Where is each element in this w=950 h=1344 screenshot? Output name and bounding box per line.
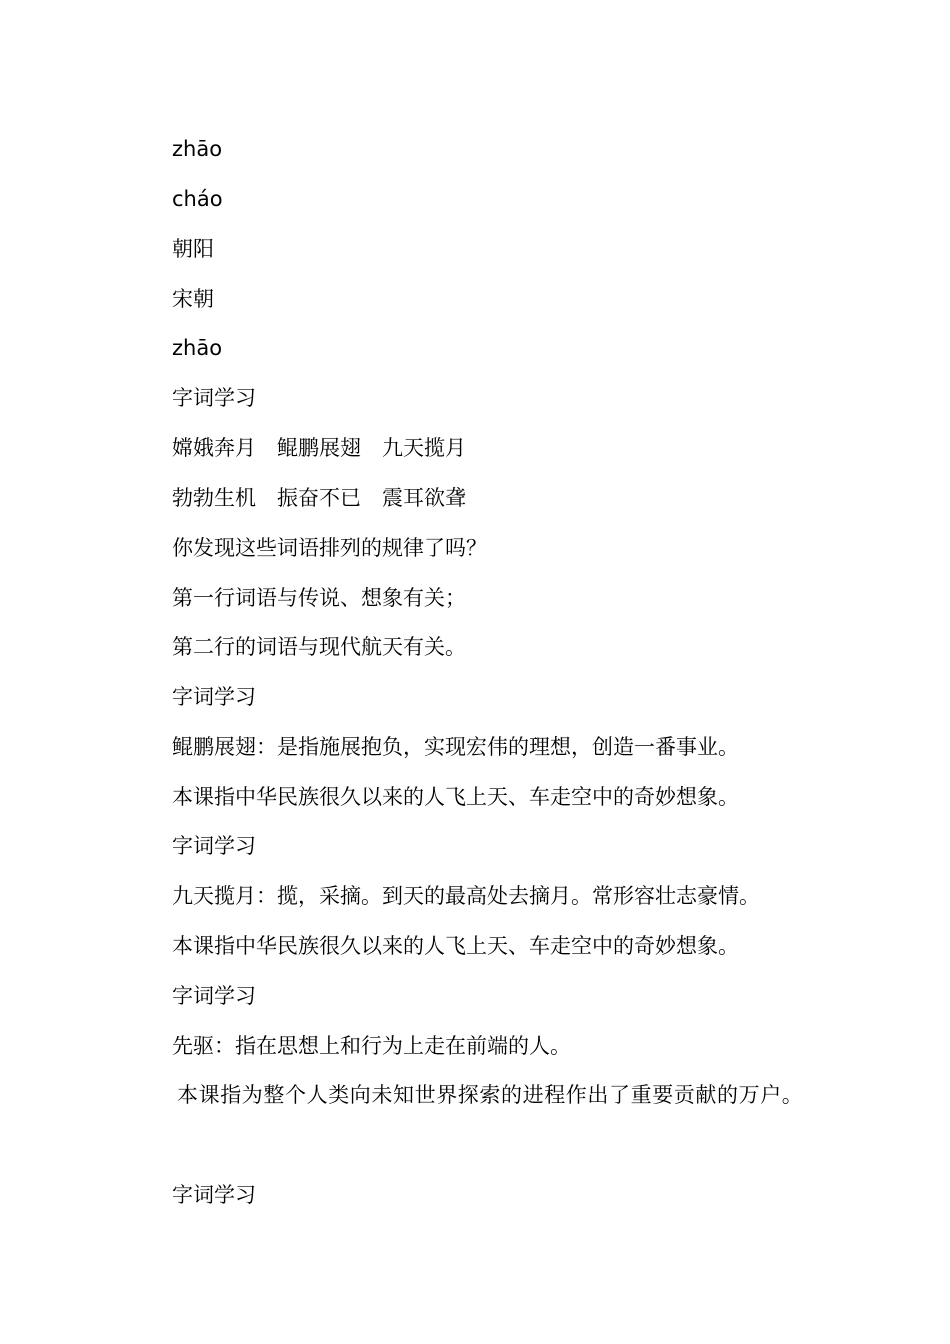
explanation-xianqu-paragraph: 本课指为整个人类向未知世界探索的进程作出了重要贡献的万户。 xyxy=(177,1083,804,1107)
section-heading: 字词学习 xyxy=(172,386,256,410)
answer-line-2: 第二行的词语与现代航天有关。 xyxy=(172,635,466,659)
explanation-jiutian: 本课指中华民族很久以来的人飞上天、车走空中的奇妙想象。 xyxy=(172,934,739,958)
question-text: 你发现这些词语排列的规律了吗？ xyxy=(172,536,487,560)
section-heading: 字词学习 xyxy=(172,1183,256,1207)
definition-xianqu: 先驱：指在思想上和行为上走在前端的人。 xyxy=(172,1034,571,1058)
word-songchao: 宋朝 xyxy=(172,287,214,311)
section-heading: 字词学习 xyxy=(172,984,256,1008)
definition-jiutian: 九天揽月：揽，采摘。到天的最高处去摘月。常形容壮志豪情。 xyxy=(172,884,760,908)
word-zhaoyang: 朝阳 xyxy=(172,237,214,261)
pinyin-zhao-2: zhāo xyxy=(172,336,223,360)
pinyin-zhao-1: zhāo xyxy=(172,137,223,161)
section-heading: 字词学习 xyxy=(172,685,256,709)
answer-line-1: 第一行词语与传说、想象有关； xyxy=(172,586,466,610)
explanation-kunpeng: 本课指中华民族很久以来的人飞上天、车走空中的奇妙想象。 xyxy=(172,785,739,809)
pinyin-chao: cháo xyxy=(172,187,223,211)
word-row-2: 勃勃生机 振奋不已 震耳欲聋 xyxy=(172,486,466,510)
section-heading: 字词学习 xyxy=(172,834,256,858)
word-row-1: 嫦娥奔月 鲲鹏展翅 九天揽月 xyxy=(172,436,466,460)
definition-kunpeng: 鲲鹏展翅：是指施展抱负，实现宏伟的理想，创造一番事业。 xyxy=(172,735,739,759)
